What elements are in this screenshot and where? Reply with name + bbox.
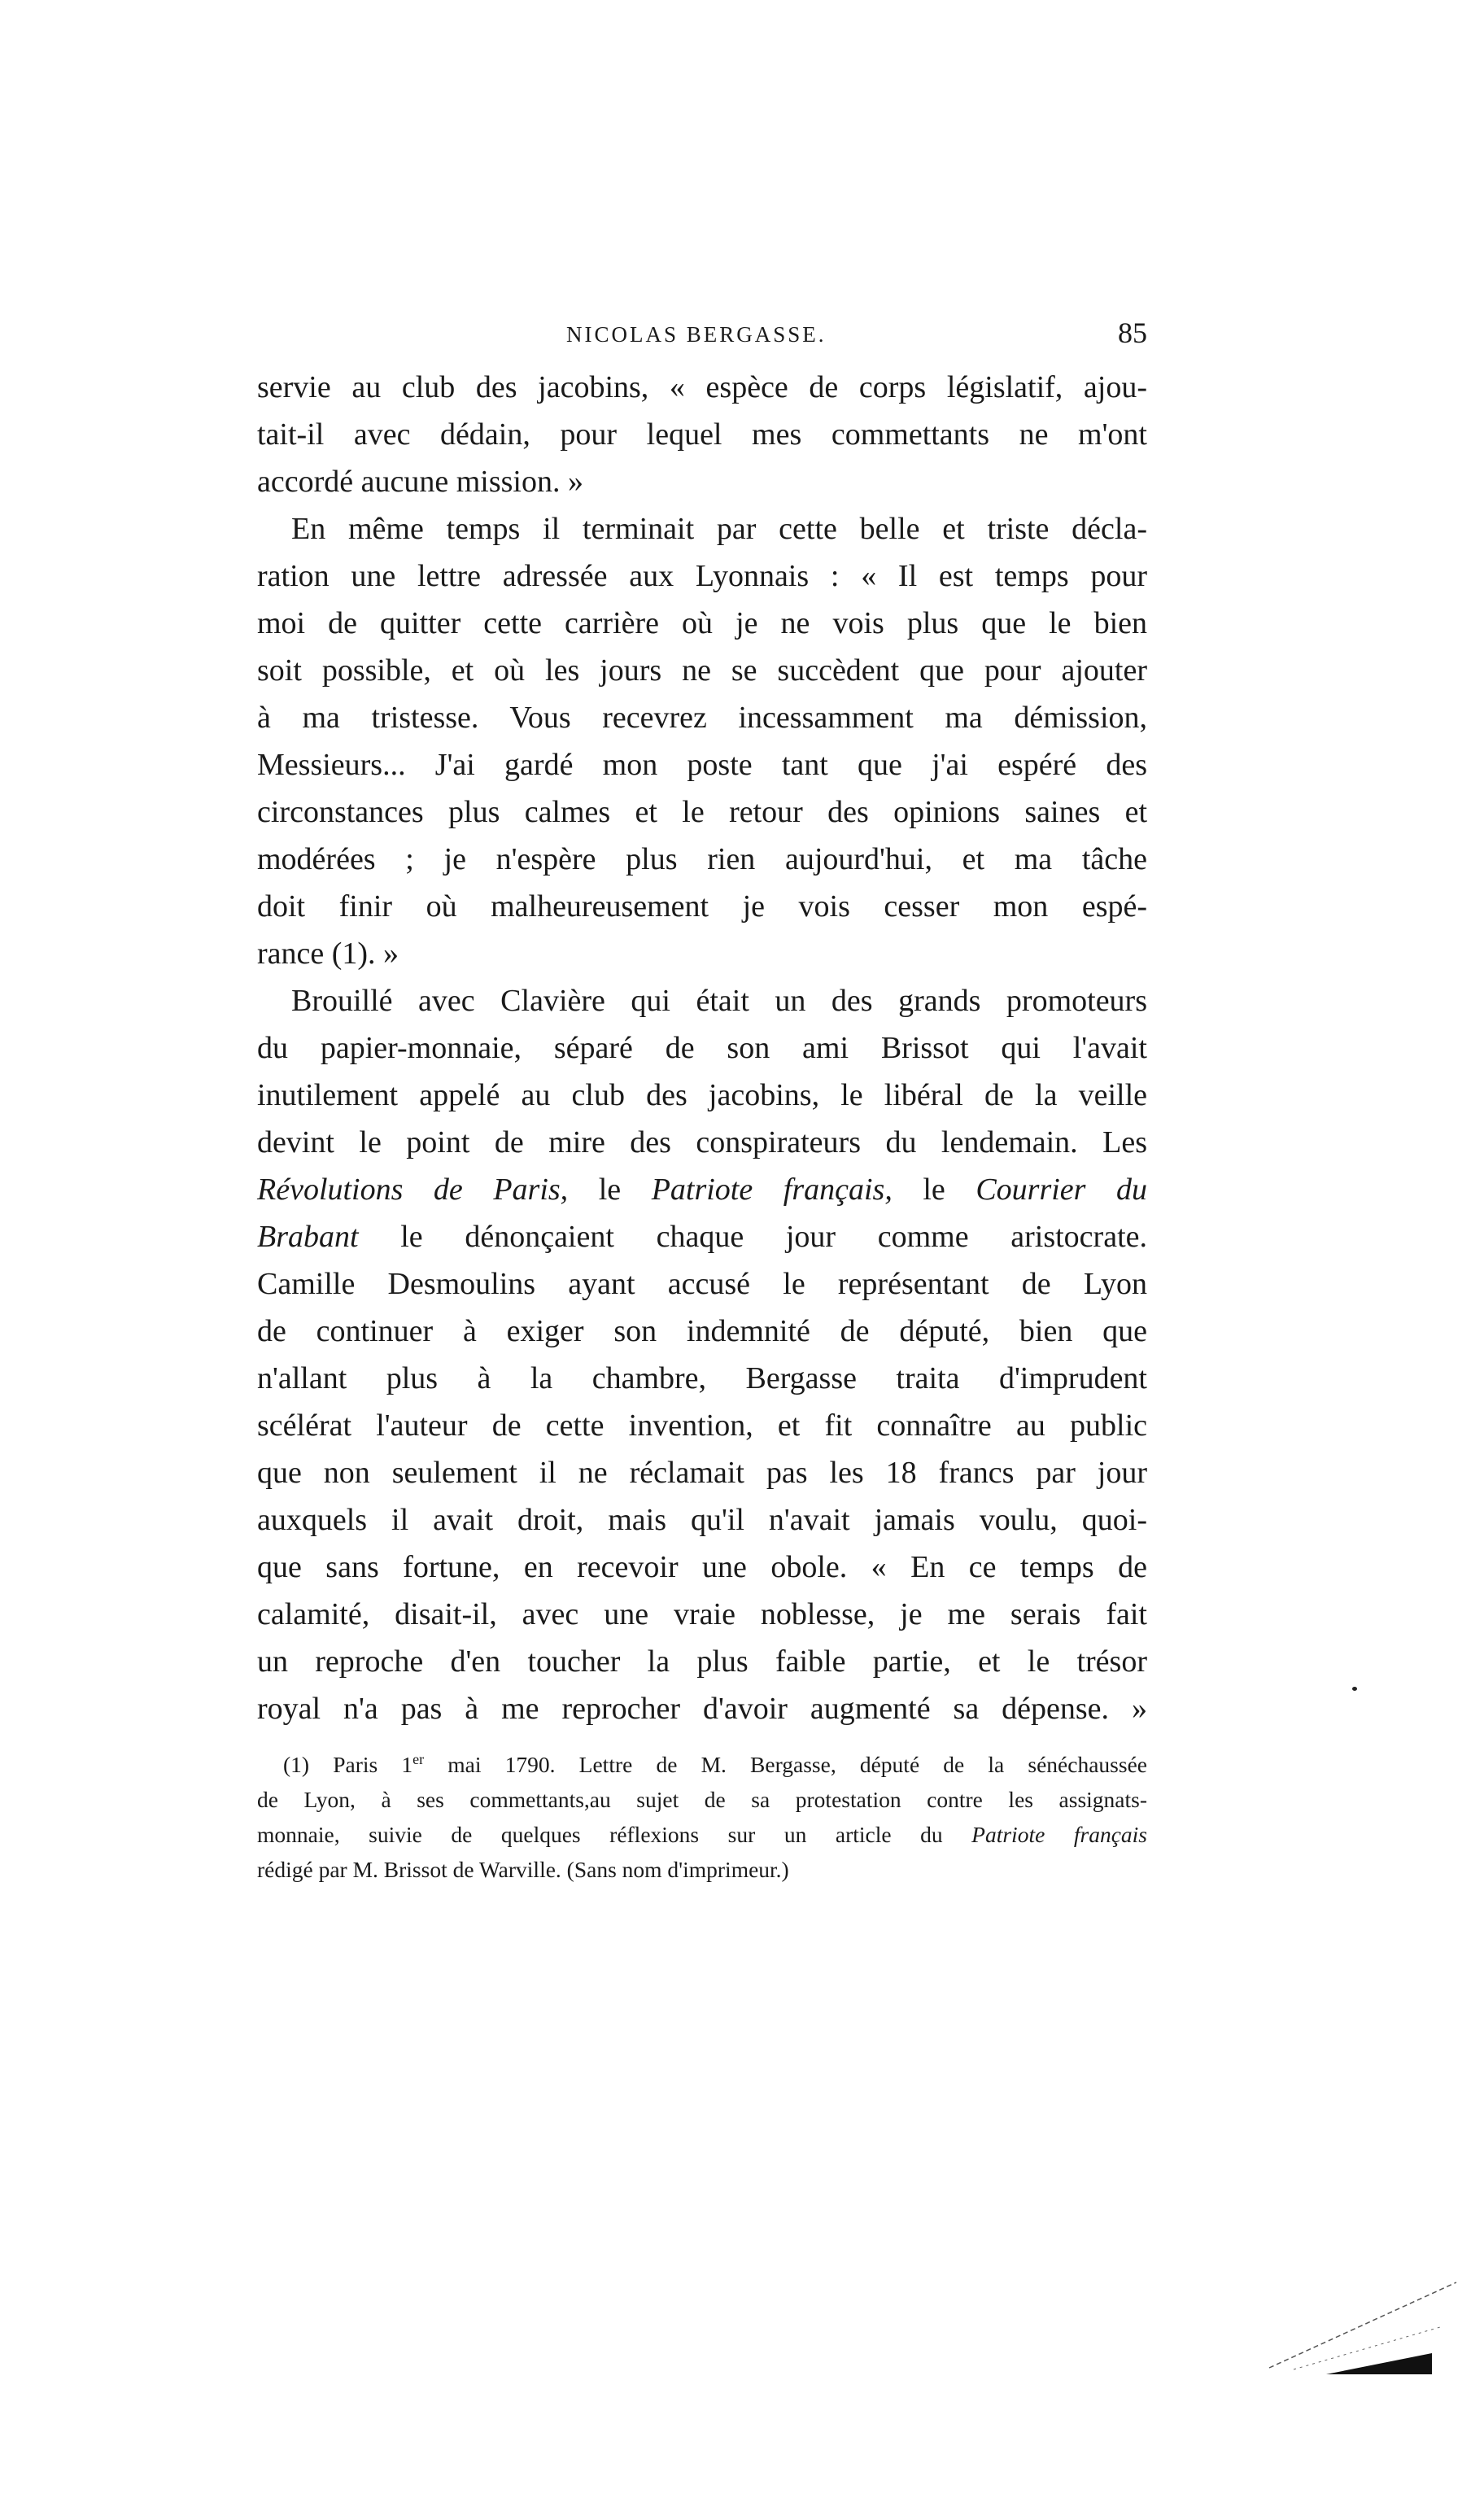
running-title: NICOLAS BERGASSE. <box>566 322 827 347</box>
footnote-text: (1) Paris 1 <box>283 1752 413 1777</box>
body-line: circonstances plus calmes et le retour des opinions saines et <box>257 795 1147 829</box>
body-line: inutilement appelé au club des jacobins, le libéral de la veille <box>257 1078 1147 1112</box>
body-line: que non seulement il ne réclamait pas les 18 francs par jour <box>257 1456 1147 1490</box>
body-line: que sans fortune, en recevoir une obole. « En ce temps de <box>257 1550 1147 1584</box>
body-line: Révolutions de Paris, le Patriote français, le Courrier du <box>257 1173 1147 1207</box>
body-line: Brabant le dénonçaient chaque jour comme aristocrate. <box>257 1220 1147 1254</box>
italic-title: Brabant <box>257 1220 359 1254</box>
body-line: modérées ; je n'espère plus rien aujourd'hui, et ma tâche <box>257 842 1147 876</box>
body-line: servie au club des jacobins, « espèce de corps législatif, ajou- <box>257 370 1147 404</box>
footnote-line: rédigé par M. Brissot de Warville. (Sans nom d'imprimeur.) <box>257 1857 789 1882</box>
body-line: moi de quitter cette carrière où je ne vois plus que le bien <box>257 606 1147 640</box>
ink-speck <box>1352 1687 1357 1691</box>
body-line: royal n'a pas à me reprocher d'avoir augmenté sa dépense. » <box>257 1692 1147 1726</box>
footnote-italic: Patriote français <box>971 1822 1147 1847</box>
body-line: doit finir où malheureusement je vois cesser mon espé- <box>257 889 1147 924</box>
italic-title: Courrier du <box>976 1173 1147 1207</box>
footnote-superscript: er <box>412 1750 425 1767</box>
body-line: n'allant plus à la chambre, Bergasse traita d'imprudent <box>257 1361 1147 1395</box>
body-line: ration une lettre adressée aux Lyonnais : « Il est temps pour <box>257 559 1147 593</box>
running-head <box>257 316 1147 356</box>
footnote-line: de Lyon, à ses commettants,au sujet de sa protestation contre les assignats- <box>257 1787 1147 1812</box>
body-line: de continuer à exiger son indemnité de député, bien que <box>257 1314 1147 1348</box>
body-line: calamité, disait-il, avec une vraie noblesse, je me serais fait <box>257 1597 1147 1631</box>
body-line: du papier-monnaie, séparé de son ami Brissot qui l'avait <box>257 1031 1147 1065</box>
body-line: Brouillé avec Clavière qui était un des grands promoteurs <box>291 984 1147 1018</box>
footnote-text: monnaie, suivie de quelques réflexions sur un article du <box>257 1822 972 1847</box>
body-line: En même temps il terminait par cette belle et triste décla- <box>291 512 1147 546</box>
body-line: scélérat l'auteur de cette invention, et fit connaître au public <box>257 1408 1147 1443</box>
body-line: rance (1). » <box>257 937 399 971</box>
page-number: 85 <box>1118 317 1147 349</box>
footnote-line <box>283 1748 1147 1782</box>
body-line: accordé aucune mission. » <box>257 465 583 499</box>
body-line: Messieurs... J'ai gardé mon poste tant que j'ai espéré des <box>257 748 1147 782</box>
body-line: à ma tristesse. Vous recevrez incessamment ma démission, <box>257 701 1147 735</box>
scan-edge-mark <box>1261 2278 1464 2376</box>
footnote-line <box>257 1818 1147 1852</box>
body-line: tait-il avec dédain, pour lequel mes commettants ne m'ont <box>257 417 1147 452</box>
body-line: un reproche d'en toucher la plus faible partie, et le trésor <box>257 1644 1147 1679</box>
italic-title: Patriote français, <box>651 1173 893 1207</box>
italic-title: Révolutions de Paris, <box>257 1173 569 1207</box>
body-line: Camille Desmoulins ayant accusé le représentant de Lyon <box>257 1267 1147 1301</box>
footnote-text: mai 1790. Lettre de M. Bergasse, député de la sénéchaussée <box>424 1752 1147 1777</box>
body-line: devint le point de mire des conspirateurs du lendemain. Les <box>257 1125 1147 1159</box>
body-line: auxquels il avait droit, mais qu'il n'avait jamais voulu, quoi- <box>257 1503 1147 1537</box>
body-line: soit possible, et où les jours ne se succèdent que pour ajouter <box>257 653 1147 688</box>
